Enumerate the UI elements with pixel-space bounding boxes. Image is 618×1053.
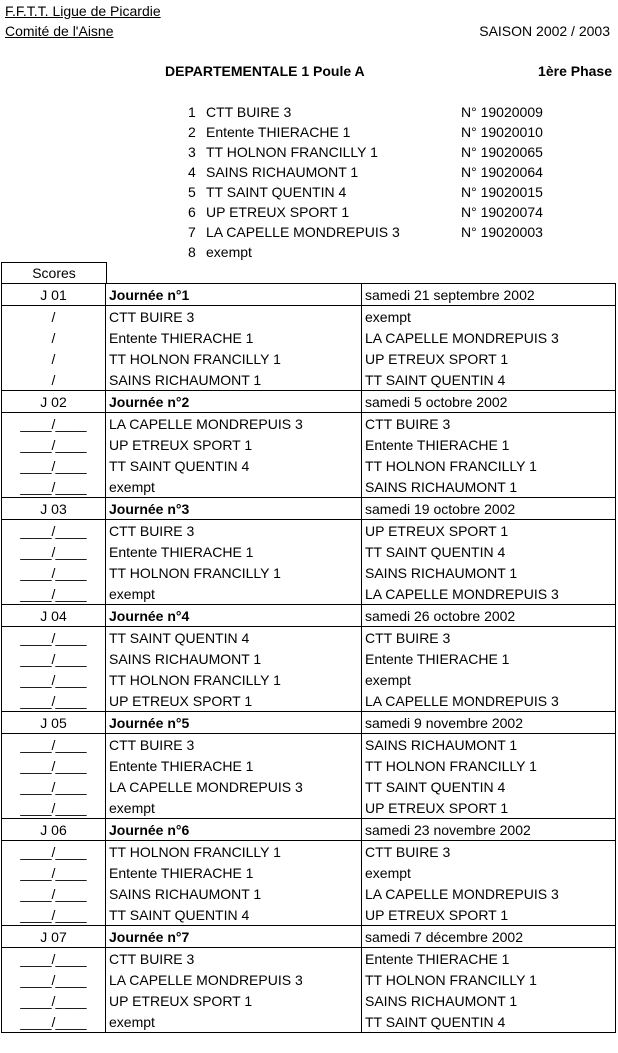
away-team: SAINS RICHAUMONT 1 — [362, 476, 616, 498]
home-team: UP ETREUX SPORT 1 — [106, 990, 362, 1011]
match-score: ____/____ — [2, 862, 106, 883]
match-score: ____/____ — [2, 476, 106, 498]
match-row — [2, 1011, 616, 1033]
match-score: ____/____ — [2, 648, 106, 669]
team-row — [188, 102, 588, 122]
home-team: SAINS RICHAUMONT 1 — [106, 883, 362, 904]
match-row — [2, 648, 616, 669]
team-number: 4 — [188, 164, 196, 180]
team-id: N° 19020074 — [461, 204, 543, 220]
match-score: ____/____ — [2, 883, 106, 904]
match-score: / — [2, 306, 106, 328]
home-team: Entente THIERACHE 1 — [106, 327, 362, 348]
round-date: samedi 23 novembre 2002 — [362, 819, 616, 841]
team-name: TT HOLNON FRANCILLY 1 — [206, 144, 378, 160]
home-team: LA CAPELLE MONDREPUIS 3 — [106, 969, 362, 990]
away-team: exempt — [362, 306, 616, 328]
home-team: LA CAPELLE MONDREPUIS 3 — [106, 776, 362, 797]
team-name: Entente THIERACHE 1 — [206, 124, 351, 140]
match-row — [2, 904, 616, 926]
away-team: LA CAPELLE MONDREPUIS 3 — [362, 883, 616, 904]
away-team: SAINS RICHAUMONT 1 — [362, 562, 616, 583]
round-date: samedi 9 novembre 2002 — [362, 712, 616, 734]
away-team: exempt — [362, 862, 616, 883]
committee-name: Comité de l'Aisne — [5, 23, 114, 39]
home-team: TT SAINT QUENTIN 4 — [106, 627, 362, 649]
team-row — [188, 242, 588, 262]
match-score: ____/____ — [2, 776, 106, 797]
home-team: CTT BUIRE 3 — [106, 948, 362, 970]
match-row — [2, 541, 616, 562]
team-number: 5 — [188, 184, 196, 200]
team-number: 2 — [188, 124, 196, 140]
match-row — [2, 306, 616, 328]
match-score: ____/____ — [2, 734, 106, 756]
match-score: ____/____ — [2, 948, 106, 970]
team-id: N° 19020015 — [461, 184, 543, 200]
away-team: CTT BUIRE 3 — [362, 627, 616, 649]
round-code: J 03 — [2, 498, 106, 520]
home-team: LA CAPELLE MONDREPUIS 3 — [106, 413, 362, 435]
away-team: UP ETREUX SPORT 1 — [362, 348, 616, 369]
match-row — [2, 327, 616, 348]
away-team: CTT BUIRE 3 — [362, 841, 616, 863]
scores-column-header: Scores — [1, 262, 107, 283]
round-header-row — [2, 498, 616, 520]
home-team: exempt — [106, 476, 362, 498]
team-name: TT SAINT QUENTIN 4 — [206, 184, 347, 200]
team-number: 6 — [188, 204, 196, 220]
round-code: J 06 — [2, 819, 106, 841]
away-team: SAINS RICHAUMONT 1 — [362, 990, 616, 1011]
round-title: Journée n°4 — [106, 605, 362, 627]
match-row — [2, 562, 616, 583]
round-title: Journée n°6 — [106, 819, 362, 841]
home-team: TT SAINT QUENTIN 4 — [106, 455, 362, 476]
round-title: Journée n°5 — [106, 712, 362, 734]
round-date: samedi 7 décembre 2002 — [362, 926, 616, 948]
home-team: exempt — [106, 1011, 362, 1033]
away-team: TT HOLNON FRANCILLY 1 — [362, 969, 616, 990]
away-team: TT HOLNON FRANCILLY 1 — [362, 455, 616, 476]
team-name: UP ETREUX SPORT 1 — [206, 204, 350, 220]
away-team: Entente THIERACHE 1 — [362, 648, 616, 669]
match-row — [2, 348, 616, 369]
match-score: ____/____ — [2, 562, 106, 583]
round-code: J 01 — [2, 284, 106, 306]
division-title: DEPARTEMENTALE 1 Poule A — [165, 63, 365, 79]
team-row — [188, 202, 588, 222]
home-team: CTT BUIRE 3 — [106, 734, 362, 756]
match-row — [2, 413, 616, 435]
round-code: J 04 — [2, 605, 106, 627]
round-title: Journée n°2 — [106, 391, 362, 413]
match-score: ____/____ — [2, 455, 106, 476]
match-score: ____/____ — [2, 755, 106, 776]
match-row — [2, 690, 616, 712]
away-team: TT SAINT QUENTIN 4 — [362, 1011, 616, 1033]
round-header-row — [2, 391, 616, 413]
away-team: CTT BUIRE 3 — [362, 413, 616, 435]
round-code: J 05 — [2, 712, 106, 734]
team-list — [188, 102, 588, 262]
match-score: ____/____ — [2, 690, 106, 712]
home-team: UP ETREUX SPORT 1 — [106, 690, 362, 712]
match-row — [2, 627, 616, 649]
round-code: J 02 — [2, 391, 106, 413]
match-row — [2, 434, 616, 455]
match-row — [2, 862, 616, 883]
away-team: UP ETREUX SPORT 1 — [362, 904, 616, 926]
home-team: CTT BUIRE 3 — [106, 520, 362, 542]
round-title: Journée n°7 — [106, 926, 362, 948]
round-date: samedi 26 octobre 2002 — [362, 605, 616, 627]
away-team: TT SAINT QUENTIN 4 — [362, 541, 616, 562]
match-row — [2, 969, 616, 990]
home-team: TT SAINT QUENTIN 4 — [106, 904, 362, 926]
home-team: UP ETREUX SPORT 1 — [106, 434, 362, 455]
team-row — [188, 182, 588, 202]
team-name: SAINS RICHAUMONT 1 — [206, 164, 359, 180]
away-team: TT SAINT QUENTIN 4 — [362, 776, 616, 797]
match-score: ____/____ — [2, 583, 106, 605]
match-score: ____/____ — [2, 797, 106, 819]
away-team: UP ETREUX SPORT 1 — [362, 797, 616, 819]
home-team: SAINS RICHAUMONT 1 — [106, 369, 362, 391]
away-team: LA CAPELLE MONDREPUIS 3 — [362, 690, 616, 712]
round-header-row — [2, 284, 616, 306]
round-date: samedi 21 septembre 2002 — [362, 284, 616, 306]
home-team: CTT BUIRE 3 — [106, 306, 362, 328]
organisation-name: F.F.T.T. Ligue de Picardie — [5, 3, 161, 19]
phase-label: 1ère Phase — [538, 63, 612, 79]
round-header-row — [2, 926, 616, 948]
team-row — [188, 162, 588, 182]
match-row — [2, 476, 616, 498]
match-score: / — [2, 327, 106, 348]
home-team: TT HOLNON FRANCILLY 1 — [106, 562, 362, 583]
team-number: 3 — [188, 144, 196, 160]
match-score: ____/____ — [2, 434, 106, 455]
home-team: Entente THIERACHE 1 — [106, 862, 362, 883]
home-team: exempt — [106, 797, 362, 819]
match-row — [2, 455, 616, 476]
away-team: Entente THIERACHE 1 — [362, 434, 616, 455]
away-team: TT HOLNON FRANCILLY 1 — [362, 755, 616, 776]
match-row — [2, 883, 616, 904]
schedule-table — [1, 283, 616, 1033]
team-id: N° 19020065 — [461, 144, 543, 160]
match-score: ____/____ — [2, 669, 106, 690]
match-score: ____/____ — [2, 841, 106, 863]
team-row — [188, 222, 588, 242]
match-score: ____/____ — [2, 1011, 106, 1033]
away-team: SAINS RICHAUMONT 1 — [362, 734, 616, 756]
away-team: TT SAINT QUENTIN 4 — [362, 369, 616, 391]
away-team: LA CAPELLE MONDREPUIS 3 — [362, 327, 616, 348]
match-row — [2, 369, 616, 391]
round-header-row — [2, 605, 616, 627]
team-name: LA CAPELLE MONDREPUIS 3 — [206, 224, 400, 240]
away-team: Entente THIERACHE 1 — [362, 948, 616, 970]
team-row — [188, 122, 588, 142]
away-team: UP ETREUX SPORT 1 — [362, 520, 616, 542]
match-row — [2, 948, 616, 970]
home-team: TT HOLNON FRANCILLY 1 — [106, 669, 362, 690]
match-row — [2, 990, 616, 1011]
match-score: / — [2, 348, 106, 369]
match-row — [2, 776, 616, 797]
team-number: 7 — [188, 224, 196, 240]
home-team: TT HOLNON FRANCILLY 1 — [106, 841, 362, 863]
match-row — [2, 583, 616, 605]
match-score: ____/____ — [2, 904, 106, 926]
round-header-row — [2, 712, 616, 734]
home-team: exempt — [106, 583, 362, 605]
team-name: exempt — [206, 244, 252, 260]
match-score: ____/____ — [2, 627, 106, 649]
match-row — [2, 734, 616, 756]
round-date: samedi 5 octobre 2002 — [362, 391, 616, 413]
match-score: ____/____ — [2, 990, 106, 1011]
team-id: N° 19020003 — [461, 224, 543, 240]
round-header-row — [2, 819, 616, 841]
team-name: CTT BUIRE 3 — [206, 104, 292, 120]
home-team: Entente THIERACHE 1 — [106, 541, 362, 562]
team-id: N° 19020009 — [461, 104, 543, 120]
match-row — [2, 841, 616, 863]
home-team: Entente THIERACHE 1 — [106, 755, 362, 776]
round-code: J 07 — [2, 926, 106, 948]
team-row — [188, 142, 588, 162]
away-team: exempt — [362, 669, 616, 690]
round-title: Journée n°1 — [106, 284, 362, 306]
team-id: N° 19020064 — [461, 164, 543, 180]
match-score: / — [2, 369, 106, 391]
match-score: ____/____ — [2, 520, 106, 542]
round-date: samedi 19 octobre 2002 — [362, 498, 616, 520]
match-score: ____/____ — [2, 541, 106, 562]
match-score: ____/____ — [2, 969, 106, 990]
away-team: LA CAPELLE MONDREPUIS 3 — [362, 583, 616, 605]
match-row — [2, 520, 616, 542]
round-title: Journée n°3 — [106, 498, 362, 520]
match-row — [2, 669, 616, 690]
match-row — [2, 797, 616, 819]
home-team: TT HOLNON FRANCILLY 1 — [106, 348, 362, 369]
team-number: 8 — [188, 244, 196, 260]
home-team: SAINS RICHAUMONT 1 — [106, 648, 362, 669]
match-score: ____/____ — [2, 413, 106, 435]
match-row — [2, 755, 616, 776]
team-number: 1 — [188, 104, 196, 120]
team-id: N° 19020010 — [461, 124, 543, 140]
season-label: SAISON 2002 / 2003 — [479, 23, 610, 39]
